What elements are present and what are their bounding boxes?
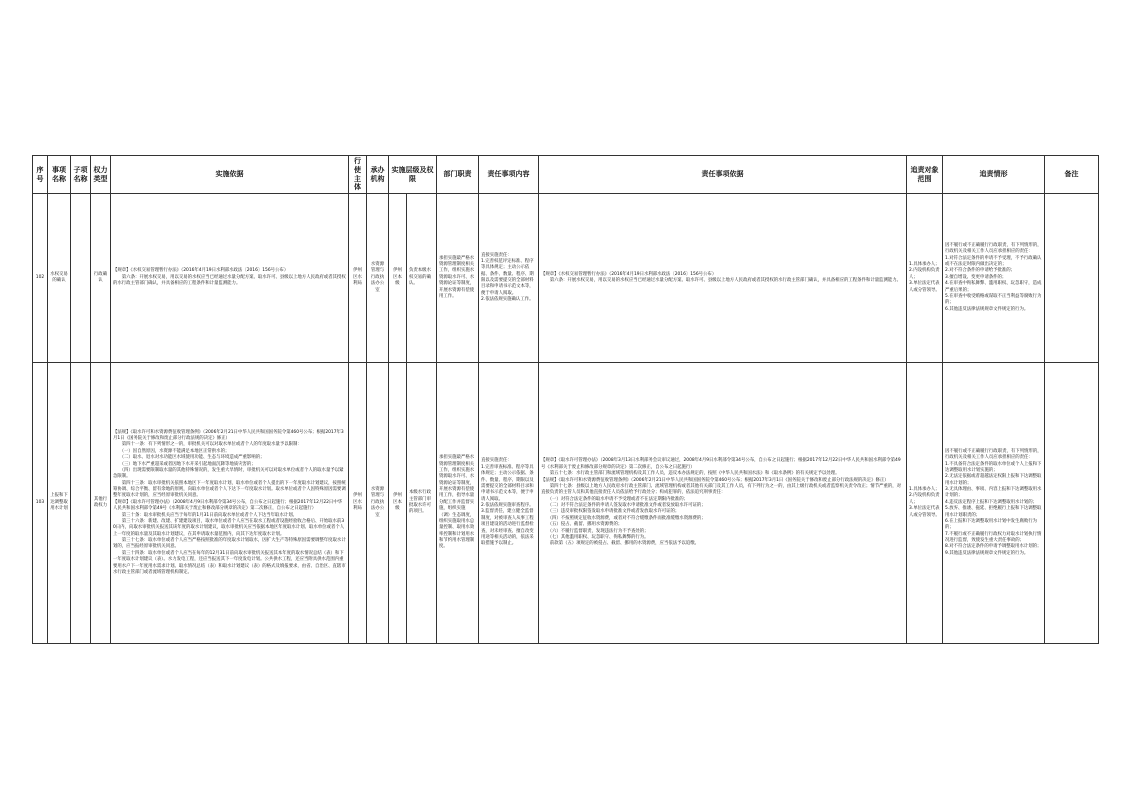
cell-resp-basis: 【规章】《取水许可管理办法》（2008年3月13日水利部务会议审议通过，2008年4月9日水利部令第34号公布，自公布之日起施行；根据2017年12月22日中华人民共和国水利部令第49号《水利部关于废止和修改部分规章的决定》第二次修正，自公布之日起施行） 第五十七条：水行政主管部门和流域管理机构及其工作人员，违反本办法规定的，按照《中华人民共和国水法》和《取水条例》的有关规定予以处理。 【法规】《取水许可和水资源费征收管理条例》（2006年2月21日中华人民共和国国务院令第460号公布；根据2017年3月1日《国务院关于修改和废止部分行政法规的决定》修正） 第四十七条：县级以上地方人民政府水行政主管部门、流域管理机构或者其他有关部门及其工作人员，有下列行为之一的，由其上级行政机关或者监察机关责令改正；情节严重的，对直接负责的主管人员和其他直接责任人员依法给予行政处分；构成犯罪的，依法追究刑事责任： （一）对符合法定条件的取水申请不予受理或者不在法定期限内批准的； （二）对不符合法定条件的申请人签发取水申请批准文件或者发放取水许可证的； （三）违反审批权限签发取水申请批准文件或者发放取水许可证的； （四）不按照规定征收水资源费，或者对不符合缓缴条件而批准缓缴水资源费的； （五）侵占、截留、挪用水资源费的； （六）不履行监督职责，发现违法行为不予查处的； （七）其他滥用职权、玩忽职守、徇私舞弊的行为。 前款第（五）项规定的被侵占、截留、挪用的水资源费，应当依法予以追缴。 bbox=[539, 363, 907, 644]
cell-level-b: 负责本级水权交易的确认。 bbox=[407, 194, 437, 363]
cell-level-a: 伊州区本级 bbox=[389, 194, 407, 363]
header-seq: 序号 bbox=[33, 156, 48, 194]
cell-power-type: 其他行政权力 bbox=[91, 363, 111, 644]
cell-org: 水资源管理与行政执法办公室 bbox=[367, 194, 389, 363]
header-row bbox=[33, 156, 1099, 194]
header-subject: 行使主体 bbox=[349, 156, 367, 194]
responsibility-table bbox=[32, 155, 1099, 644]
header-scope: 追责对象范围 bbox=[907, 156, 943, 194]
header-circumstances: 追责情形 bbox=[943, 156, 1045, 194]
cell-subject: 伊州区水利局 bbox=[349, 194, 367, 363]
cell-seq: 102 bbox=[33, 194, 48, 363]
header-level: 实施层级及权限 bbox=[389, 156, 437, 194]
cell-item-name: 上报和下达调整取用水计划 bbox=[48, 363, 71, 644]
cell-basis: 【法规】《取水许可和水资源费征收管理条例》（2006年2月21日中华人民共和国国务院令第460号公布；根据2017年3月1日《国务院关于修改和废止部分行政法规的决定》修正） 第四十一条：有下列情形之一的，审批机关可以对取水单位或者个人的年度取水量予以限制： （一）因自然原因，水资源不能满足本地区正常供水的； （二）取水、退水对水功能区水域使用功能、生态与环境造成严重影响的； （三）地下水严重超采或者因地下水开采引起地面沉降等地质灾害的； （四）出现需要限制取水量的其他特殊情况的，发生重大旱情时，审批机关可以对取水单位或者个人的取水量予以紧急限制。 第四十三条：取水审批机关依照本地区下一年度取水计划，取水单位或者个人提出的下一年度取水计划建议，按照统筹协调、综合平衡、留有余地的原则，向取水单位或者个人下达下一年度取水计划。取水单位或者个人因特殊原因需要调整年度取水计划的，应当经原审批机关同意。 【规章】《取水许可管理办法》（2008年4月9日水利部令第34号公布，自公布之日起施行；根据2017年12月22日中华人民共和国水利部令第49号《水利部关于废止和修改部分规章的决定》第二次修正，自公布之日起施行） 第三十条：取水审批机关应当于每年的1月31日前向取水单位或者个人下达当年取水计划。 第三十六条：新建、改建、扩建建设项目，取水单位或者个人应当在取水工程或者设施经验收合格后、开始取水前30日内，向取水审批机关报送其该年度的取水计划建议，取水审批机关应当依据本地区年度取水计划、取水单位或者个人上一年度的取水量及其取水计划建议，在其申请取水量范围内，向其下达年度取水计划。 第三十七条：取水单位或者个人应当严格按照批准的年度取水计划取水，因扩大生产等特殊原因需要调整年度取水计划的，应当报经原审批机关同意。 第三十四条：取水单位或者个人应当在每年的12月31日前向取水审批机关报送其本年度的取水情况总结（表）和下一年度取水计划建议（表）。水力发电工程，还应当报送其下一年度发电计划。公共供水工程，还应当附具供水范围内重要用水户下一年度用水需求计划。取水情况总结（表）和取水计划建议（表）的格式及填报要求，由省、自治区、直辖市水行政主管部门或者流域管理机构制定。 bbox=[111, 363, 349, 644]
header-note: 备注 bbox=[1045, 156, 1099, 194]
cell-dept-duty: 承担实施最严格水资源管理制度相关工作，组织实施水资源取水许可、水资源论证等制度，开展水资源有偿使用工作，指导水量分配工作并监督实施，组织实施（调）生态调度，组织实施取用水总量控制、取用水效率控制和计划用水和节约用水管理制度。 bbox=[437, 363, 479, 644]
cell-org: 水资源管理与行政执法办公室 bbox=[367, 363, 389, 644]
header-power-type: 权力类型 bbox=[91, 156, 111, 194]
header-item-name: 事项名称 bbox=[48, 156, 71, 194]
cell-level-b: 本级水行政主管部门审批取水许可的项目。 bbox=[407, 363, 437, 644]
header-dept-duty: 部门职责 bbox=[437, 156, 479, 194]
cell-note bbox=[1045, 363, 1099, 644]
cell-resp-content: 直接实施责任： 1.完善审查标准、程序等具体规定；主动公示依据、条件、数量、程序、期限以及需要提交的全部材料目录和申请书示范文本等，便于申请人阅取。 2.依法依规实施审查程序。 3.监督责任，建立健全监督制度，对被审查人从事工程项目建设的活动进行监督检查，对未经审查、擅自改变用途等相关活动的，依法采取措施予以制止。 bbox=[479, 363, 539, 644]
cell-basis: 【规章】《水权交易管理暂行办法》（2016年4月19日水利部水政法〔2016〕156号公布） 第六条：开展水权交易，用以交易的水权应当已经通过水量分配方案、取水许可、县级以上地方人民政府或者其授权的水行政主管部门确认，并具备相应的工程条件和计量监测能力。 bbox=[111, 194, 349, 363]
header-basis: 实施依据 bbox=[111, 156, 349, 194]
cell-seq: 103 bbox=[33, 363, 48, 644]
cell-subject: 伊州区水利局 bbox=[349, 363, 367, 644]
cell-scope: 1.具体承办人； 2.内设机构负责人； 3.单位法定代表人或分管领导。 bbox=[907, 363, 943, 644]
cell-scope: 1.具体承办人； 2.内设机构负责人； 3.单位法定代表人或分管领导。 bbox=[907, 194, 943, 363]
cell-circumstances: 因不履行或不正确履行行政职责，有下列情形的，行政机关及相关工作人员应承担相应的责任： 1.对符合法定条件的申请不予受理，不予行政确认或不在法定时限内做出决定的； 2.对不符合条件的申请给予批准的； 3.擅自增设、变更申请条件的； 4.在审查中徇私舞弊、滥用职权、玩忽职守，造成严重后果的； 5.在审查中收受贿赂或谋取不正当利益等腐败行为的； 6.其他违反法律法规规章文件规定的行为。 bbox=[943, 194, 1045, 363]
cell-resp-basis: 【规章】《水权交易管理暂行办法》（2016年4月19日水利部水政法〔2016〕156号公布） 第六条：开展水权交易，用以交易的水权应当已经通过水量分配方案、取水许可、县级以上地方人民政府或者其授权的水行政主管部门确认，并具备相应的工程条件和计量监测能力。 bbox=[539, 194, 907, 363]
cell-dept-duty: 承担实施最严格水资源管理制度相关工作，组织实施水资源取水许可、水资源论证等制度，开展水资源有偿使用工作。 bbox=[437, 194, 479, 363]
cell-sub-name bbox=[71, 363, 91, 644]
cell-power-type: 行政确认 bbox=[91, 194, 111, 363]
cell-resp-content: 直接实施责任： 1.完善权范评定标准、程序等具体规定；主动公示依据、条件、数量、程序、期限以及需要提交的全部材料目录和申请书示范文本等，便于申请人阅取。 2.依法依规实施确认工作。 bbox=[479, 194, 539, 363]
table-row bbox=[33, 363, 1099, 644]
header-sub-name: 子项名称 bbox=[71, 156, 91, 194]
header-org: 承办机构 bbox=[367, 156, 389, 194]
cell-item-name: 水权交易的确认 bbox=[48, 194, 71, 363]
cell-circumstances: 因不履行或不正确履行行政职责，有下列情形的，行政机关及相关工作人员应承担相应的责任： 1.不具备符合法定条件的取水单位或个人上报和下达调整取用水计划实施的； 2.无法定依据或者超越法定权限上报和下达调整取用水计划的； 3.无具体理由、事项、内容上报和下达调整取用水计划的； 4.违反法定程序上报和下达调整取用水计划的； 5.放弃、推诿、拖延、拒绝履行上报和下达调整取用水计划职责的； 6.在上报和下达调整取用水计划中发生腐败行为的； 7.不履行或不正确履行行政权力对取水计划执行情况进行监督，致使发生重大责任事故的； 8.对不符合法定条件的申请予调整取用水计划的； 9.其他违反法律法规规章文件规定的行为。 bbox=[943, 363, 1045, 644]
cell-sub-name bbox=[71, 194, 91, 363]
table-row bbox=[33, 194, 1099, 363]
cell-note bbox=[1045, 194, 1099, 363]
header-resp-content: 责任事项内容 bbox=[479, 156, 539, 194]
cell-level-a: 伊州区本级 bbox=[389, 363, 407, 644]
header-resp-basis: 责任事项依据 bbox=[539, 156, 907, 194]
